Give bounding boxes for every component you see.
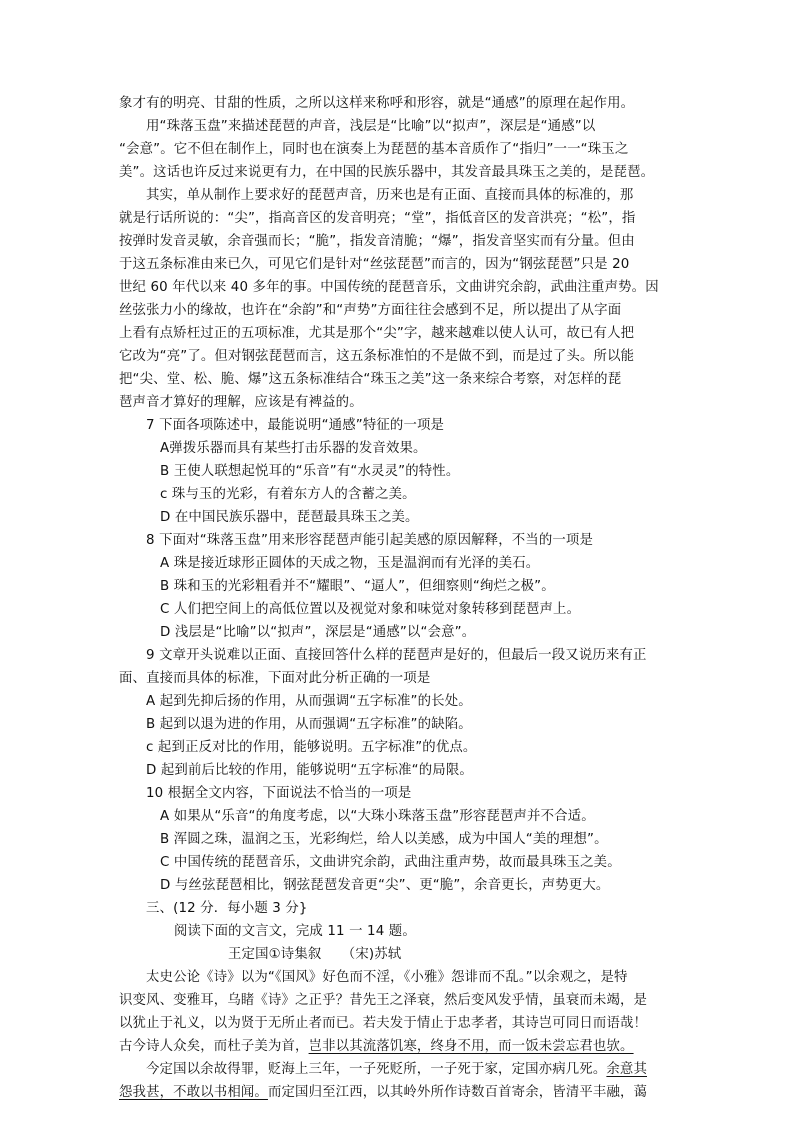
question-10-option-a: A 如果从“乐音“的角度考虑，以“大珠小珠落玉盘”形容琵琶声并不合适。 (160, 809, 595, 824)
question-9-option-b: B 起到以退为进的作用，从而强调“五字标准”的缺陷。 (146, 717, 472, 732)
question-7-stem: 7 下面各项陈述中，最能说明“通感”特征的一项是 (146, 418, 445, 433)
classical-text-line: 识变风、变雅耳，乌睹《诗》之正乎？昔先王之泽衰，然后变风发乎情，虽衰而未竭，是 (119, 993, 648, 1008)
text-line: 琶声音才算好的理解，应该是有裨益的。 (119, 395, 363, 410)
classical-text-line (119, 1038, 634, 1056)
classical-text-line: 太史公论《诗》以为“《国风》好色而不淫，《小雅》怨诽而不乱。”以余观之，是特 (146, 970, 628, 985)
question-7-option-c: c 珠与玉的光彩，有着东方人的含蓄之美。 (160, 487, 416, 502)
question-8-option-c: C 人们把空间上的高低位置以及视觉对象和味觉对象转移到琵琶声上。 (160, 602, 581, 617)
text-line: 于这五条标准由来已久，可见它们是针对“丝弦琵琶”而言的，因为“钢弦琵琶”只是 20 (119, 257, 630, 272)
question-8-option-a: A 珠是接近球形正圆体的天成之物，玉是温润而有光泽的美石。 (160, 556, 540, 571)
classical-text-title: 王定国①诗集叙 （宋)苏轼 (228, 947, 402, 962)
text-line: “会意”。它不但在制作上，同时也在演奏上为琵琶的基本音质作了“指归”一一“珠玉之 (119, 142, 629, 157)
text-line: 按弹时发音灵敏，余音强而长；“脆”，指发音清脆；“爆”，指发音坚实而有分量。但由 (119, 234, 635, 249)
question-7-option-b: B 王使人联想起悦耳的“乐音”有“水灵灵”的特性。 (160, 464, 460, 479)
text-line: 它改为“亮”了。但对钢弦琵琶而言，这五条标准怕的不是做不到，而是过了头。所以能 (119, 349, 635, 364)
section-three-instruction: 阅读下面的文言文，完成 11 一 14 题。 (174, 924, 416, 939)
classical-text-line: 以犹止于礼义，以为贤于无所止者而已。若夫发于情止于忠孝者，其诗岂可同日而语哉！ (119, 1016, 648, 1031)
question-8-option-b: B 珠和玉的光彩粗看并不“耀眼”、“逼人”，但细察则“绚烂之极”。 (160, 579, 555, 594)
text-line: 其实，单从制作上要求好的琵琶声音，历来也是有正面、直接而具体的标准的，那 (146, 188, 634, 203)
text-line: 象才有的明亮、甘甜的性质，之所以这样来称呼和形容，就是“通感”的原理在起作用。 (119, 96, 635, 111)
text-line: 世纪 60 年代以来 40 多年的事。中国传统的琵琶音乐，文曲讲究余韵，武曲注重声势。因 (119, 280, 659, 295)
question-8-stem: 8 下面对“珠落玉盘”用来形容琵琶声能引起美感的原因解释，不当的一项是 (146, 533, 594, 548)
question-10-option-d: D 与丝弦琵琶相比，钢弦琵琶发音更“尖”、更“脆”，余音更长，声势更大。 (160, 878, 610, 893)
text-line: 丝弦张力小的缘故，也许在“余韵”和“声势”方面往往会感到不足，所以提出了从字面 (119, 303, 622, 318)
classical-text-line (119, 1084, 647, 1102)
classical-text-line (146, 1061, 647, 1079)
text-line: 美”。这话也许反过来说更有力，在中国的民族乐器中，其发音最具珠玉之美的，是琵琶。 (119, 165, 655, 180)
section-three-heading: 三、(12 分．每小题 3 分} (146, 901, 308, 916)
text-line: 上看有点矫枉过正的五项标准，尤其是那个“尖”字，越来越难以使人认可，故已有人把 (119, 326, 635, 341)
underlined-sentence: 余意其 (606, 1062, 648, 1077)
question-8-option-d: D 浅层是“比喻”以“拟声”，深层是“通感”以“会意”。 (160, 625, 476, 640)
question-10-option-c: C 中国传统的琵琶音乐，文曲讲究余韵，武曲注重声势，故而最具珠玉之美。 (160, 855, 621, 870)
underlined-sentence: 岂非以其流落饥寒，终身不用，而一饭未尝忘君也欤。 (308, 1039, 634, 1054)
classical-text-segment: 古今诗人众矣，而杜子美为首， (119, 1039, 309, 1054)
question-7-option-a: A弹拨乐器而具有某些打击乐器的发音效果。 (160, 441, 427, 456)
question-9-option-a: A 起到先抑后扬的作用，从而强调“五字标准”的长处。 (146, 694, 472, 709)
classical-text-segment: 今定国以余故得罪，贬海上三年，一子死贬所，一子死于家，定国亦病几死。 (146, 1062, 607, 1077)
question-9-stem: 9 文章开头说难以正面、直接回答什么样的琵琶声是好的，但最后一段又说历来有正 (146, 648, 647, 663)
question-9-option-d: D 起到前后比较的作用，能够说明“五字标准“的局限。 (146, 763, 473, 778)
question-7-option-d: D 在中国民族乐器中，琵琶最具珠玉之美。 (160, 510, 419, 525)
text-line: 把“尖、堂、松、脆、爆”这五条标准结合“珠玉之美”这一条来综合考察，对怎样的琵 (119, 372, 622, 387)
underlined-sentence: 怨我甚，不敢以书相闻。 (119, 1085, 268, 1100)
text-line: 用“珠落玉盘”来描述琵琶的声音，浅层是“比喻”以“拟声”，深层是“通感”以 (146, 119, 596, 134)
question-9-stem-cont: 面、直接而具体的标准，下面对此分析正确的一项是 (119, 671, 431, 686)
question-10-stem: 10 根据全文内容，下面说法不恰当的一项是 (146, 786, 412, 801)
question-10-option-b: B 浑圆之珠，温润之玉，光彩绚烂，给人以美感，成为中国人“美的理想”。 (160, 832, 608, 847)
text-line: 就是行话所说的：“尖”，指高音区的发音明亮；“堂”，指低音区的发音洪亮；“松”，指 (119, 211, 636, 226)
classical-text-segment: 而定国归至江西，以其岭外所作诗数百首寄余，皆清平丰融，蔼 (267, 1085, 648, 1100)
question-9-option-c: c 起到正反对比的作用，能够说明。五字标准”的优点。 (146, 740, 477, 755)
